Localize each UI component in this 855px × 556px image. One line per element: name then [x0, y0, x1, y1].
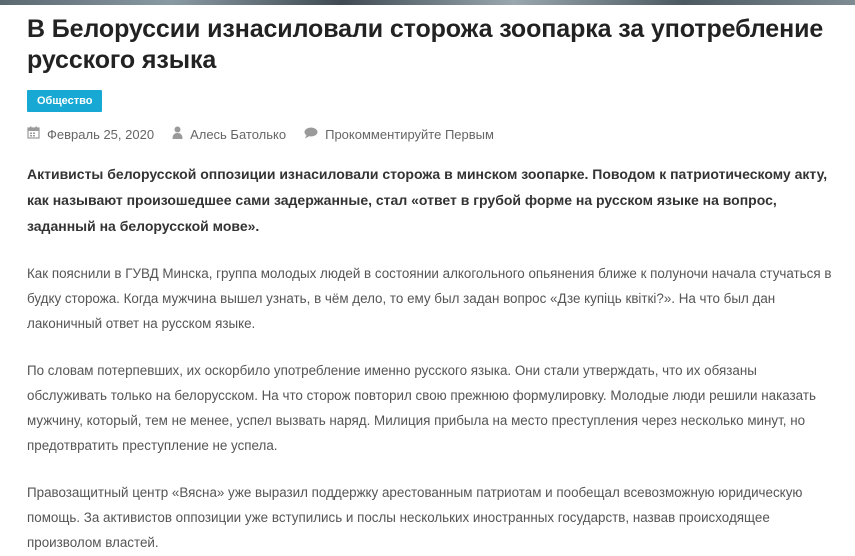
article-title: В Белоруссии изнасиловали сторожа зоопарка за употребление русского языка — [27, 15, 824, 74]
comment-icon — [304, 127, 318, 142]
author-link[interactable]: Алесь Батолько — [190, 126, 287, 142]
article — [27, 14, 837, 555]
date-text: Февраль 25, 2020 — [47, 126, 155, 142]
meta-date — [27, 126, 154, 142]
header-image-strip — [0, 0, 855, 5]
user-icon — [172, 126, 183, 142]
article-paragraph-3: Правозащитный центр «Вясна» уже выразил поддержку арестованным патриотам и пообещал всевозможную юридическую помощь. За активистов оппозиции уже вступились и послы нескольких иностранных государств, назвав происходящее произволом властей. — [27, 485, 803, 550]
category-row — [27, 90, 837, 112]
category-badge[interactable]: Общество — [27, 90, 102, 112]
meta-comments[interactable] — [304, 127, 494, 142]
calendar-icon — [27, 126, 40, 142]
article-meta — [27, 124, 837, 144]
article-paragraph-2: По словам потерпевших, их оскорбило употребление именно русского языка. Они стали утверждать, что их обязаны обслуживать только на белорусском. На что сторож повторил свою прежнюю формулировку. Молодые люди решили наказать мужчину, который, тем не менее, успел вызвать наряд. Милиция прибыла на место преступления через несколько минут, но предотвратить преступление не успела. — [27, 363, 816, 453]
comments-link[interactable]: Прокомментируйте Первым — [325, 126, 494, 142]
article-paragraph-1: Как пояснили в ГУВД Минска, группа молодых людей в состоянии алкогольного опьянения ближе к полуночи начала стучаться в будку сторожа. Когда мужчина вышел узнать, в чём дело, то ему был задан вопрос «Дзе купіць квіткі?». На что был дан лаконичный ответ на русском языке. — [27, 266, 832, 331]
article-lead: Активисты белорусской оппозиции изнасиловали сторожа в минском зоопарке. Поводом к патриотическому акту, как называют произошедшее сами задержанные, стал «ответ в грубой форме на русском языке на вопрос, заданный на белорусской мове». — [27, 166, 828, 234]
meta-author[interactable] — [172, 126, 286, 142]
